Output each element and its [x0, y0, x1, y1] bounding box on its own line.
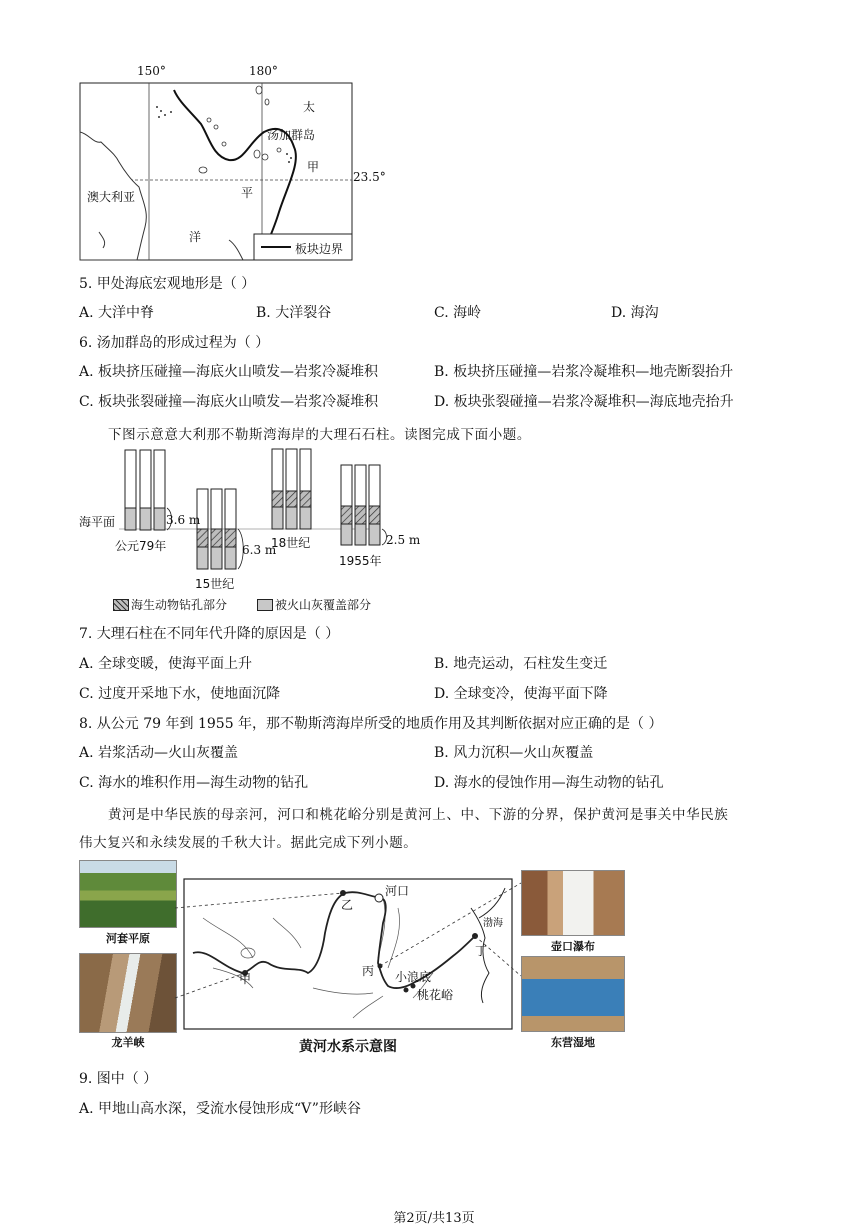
- era-18c: 18世纪: [271, 536, 311, 550]
- q6-option-c[interactable]: C. 板块张裂碰撞—海底火山喷发—岩浆冷凝堆积: [79, 394, 379, 410]
- q8-stem: 8. 从公元 79 年到 1955 年，那不勒斯湾海岸所受的地质作用及其判断依据对应正确的是（ ）: [79, 716, 663, 732]
- q6-stem: 6. 汤加群岛的形成过程为（ ）: [79, 335, 270, 351]
- pillars-15c: [197, 489, 243, 569]
- map-label-yang: 洋: [189, 230, 202, 244]
- lat-label: 23.5°: [353, 170, 386, 184]
- leader-lines: [79, 858, 629, 1058]
- caption-dongying: 东营湿地: [551, 1036, 595, 1049]
- q6-option-d[interactable]: D. 板块张裂碰撞—岩浆冷凝堆积—海底地壳抬升: [434, 394, 734, 410]
- label-hekou: 河口: [385, 884, 410, 898]
- map-label-jia: 甲: [307, 160, 320, 174]
- q6-option-a[interactable]: A. 板块挤压碰撞—海底火山喷发—岩浆冷凝堆积: [79, 364, 379, 380]
- pillars-diagram: [79, 446, 439, 616]
- q5-option-b[interactable]: B. 大洋裂谷: [256, 305, 332, 321]
- yellow-river-title: 黄河水系示意图: [299, 1039, 397, 1055]
- sea-level-label: 海平面: [79, 515, 116, 529]
- tonga-map: [79, 62, 386, 262]
- q5-option-a[interactable]: A. 大洋中脊: [79, 305, 155, 321]
- legend-ash-swatch: [257, 599, 273, 611]
- era-1955: 1955年: [339, 554, 382, 568]
- q8-option-b[interactable]: B. 风力沉积—火山灰覆盖: [434, 745, 594, 761]
- height-1955: 2.5 m: [386, 533, 421, 547]
- pillars-svg: [79, 446, 439, 596]
- legend-bored-label: 海生动物钻孔部分: [131, 598, 228, 612]
- height-15c: 6.3 m: [242, 543, 277, 557]
- q8-option-a[interactable]: A. 岩浆活动—火山灰覆盖: [79, 745, 239, 761]
- q7-option-c[interactable]: C. 过度开采地下水，使地面沉降: [79, 686, 281, 702]
- map-label-australia: 澳大利亚: [87, 190, 136, 204]
- q7-option-a[interactable]: A. 全球变暖，使海平面上升: [79, 656, 253, 672]
- q5-stem: 5. 甲处海底宏观地形是（ ）: [79, 276, 256, 292]
- q5-option-d[interactable]: D. 海沟: [611, 305, 659, 321]
- q5-option-c[interactable]: C. 海岭: [434, 305, 482, 321]
- yellow-river-figure: [79, 858, 629, 1058]
- intro-pillars: 下图示意意大利那不勒斯湾海岸的大理石石柱。读图完成下面小题。: [108, 427, 531, 443]
- q9-stem: 9. 图中（ ）: [79, 1071, 158, 1087]
- pillars-1955: [341, 465, 387, 545]
- q8-option-c[interactable]: C. 海水的堆积作用—海生动物的钻孔: [79, 775, 309, 791]
- q8-option-d[interactable]: D. 海水的侵蚀作用—海生动物的钻孔: [434, 775, 664, 791]
- label-ding: 丁: [475, 944, 488, 958]
- era-79ad: 公元79年: [115, 539, 167, 553]
- legend-bored-swatch: [113, 599, 129, 611]
- q7-option-d[interactable]: D. 全球变冷，使海平面下降: [434, 686, 608, 702]
- q9-option-a[interactable]: A. 甲地山高水深，受流水侵蚀形成“V”形峡谷: [79, 1101, 361, 1117]
- pillars-18c: [272, 449, 311, 529]
- era-15c: 15世纪: [195, 577, 235, 591]
- map-label-tonga: 汤加群岛: [267, 128, 316, 142]
- intro-yellow-river-1: 黄河是中华民族的母亲河，河口和桃花峪分别是黄河上、中、下游的分界，保护黄河是事关中华民族: [108, 807, 729, 823]
- label-bing: 丙: [362, 964, 375, 978]
- legend-ash-label: 被火山灰覆盖部分: [275, 598, 372, 612]
- intro-yellow-river-2: 伟大复兴和永续发展的千秋大计。据此完成下列小题。: [79, 835, 418, 851]
- height-79ad: 3.6 m: [166, 513, 201, 527]
- label-bohai: 渤海: [483, 918, 503, 929]
- q7-stem: 7. 大理石柱在不同年代升降的原因是（ ）: [79, 626, 340, 642]
- lon-150-label: 150°: [137, 64, 166, 78]
- label-xiaolangdi: 小浪底: [395, 970, 432, 984]
- label-taohuayu: 桃花峪: [417, 988, 454, 1002]
- caption-hetao: 河套平原: [106, 932, 150, 945]
- q7-option-b[interactable]: B. 地壳运动，石柱发生变迁: [434, 656, 608, 672]
- page-number: 第2页/共13页: [393, 1211, 475, 1226]
- pillars-79ad: [125, 450, 172, 530]
- caption-hukou: 壶口瀑布: [551, 940, 595, 953]
- legend-plate-boundary: 板块边界: [295, 242, 344, 256]
- label-yi: 乙: [341, 898, 354, 912]
- lon-180-label: 180°: [249, 64, 278, 78]
- caption-longyang: 龙羊峡: [111, 1036, 145, 1049]
- map-label-tai: 太: [303, 100, 316, 114]
- label-jia-map: 甲: [239, 972, 252, 986]
- q6-option-b[interactable]: B. 板块挤压碰撞—岩浆冷凝堆积—地壳断裂抬升: [434, 364, 734, 380]
- map-label-ping: 平: [241, 186, 254, 200]
